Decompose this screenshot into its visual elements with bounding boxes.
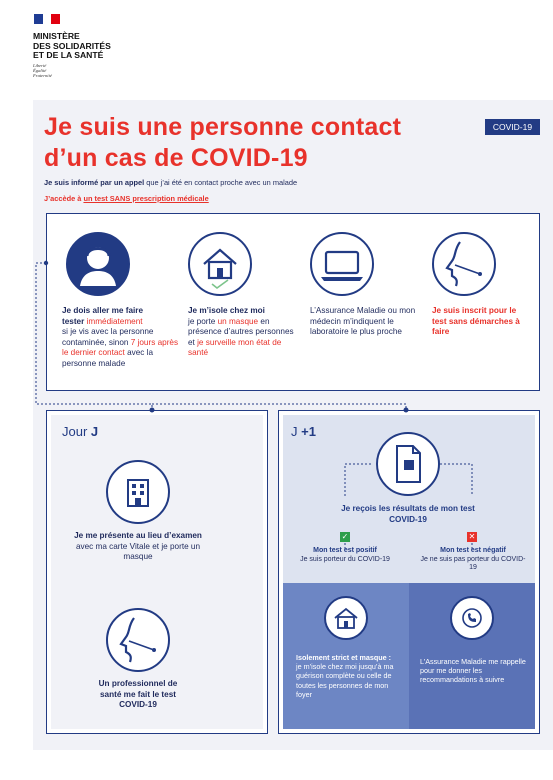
document-icon <box>376 432 440 496</box>
phone-icon <box>450 596 494 640</box>
step-test-text: Je dois aller me faire tester immédiatement si je vis avec la personne contaminée, sinon 7 jours après le dernier contact avec la personne malade <box>62 306 179 368</box>
swab-face-icon <box>106 608 170 672</box>
negative-result: Mon test est négatif Je ne suis pas porteur du COVID-19 <box>420 547 526 572</box>
step-registered-text: Je suis inscrit pour le test sans démarches à faire <box>432 306 520 337</box>
step-isolate-text: Je m’isole chez moi je porte un masque en présence d’autres personnes et je surveille mon état de santé <box>188 306 294 358</box>
day-j1-label: J +1 <box>291 424 316 439</box>
exam-text: Je me présente au lieu d’examen avec ma carte Vitale et je porte un masque <box>74 531 202 562</box>
test-professional-text: Un professionnel de santé me fait le test COVID-19 <box>98 679 178 710</box>
day-j-label: Jour J <box>62 424 99 439</box>
motto: Liberté Égalité Fraternité <box>33 63 52 79</box>
test-link[interactable]: un test SANS prescription médicale <box>83 194 209 203</box>
step-laboratory-text: L’Assurance Maladie ou mon médecin m’indiquent le laboratoire le plus proche <box>310 306 416 337</box>
check-icon: ✓ <box>341 532 349 541</box>
results-text: Je reçois les résultats de mon test COVID-19 <box>341 504 475 524</box>
intro-line: Je suis informé par un appel que j’ai été en contact proche avec un malade <box>44 178 298 187</box>
intro-test-line: J’accède à un test SANS prescription médicale <box>44 194 209 203</box>
ministry-name: MINISTÈRE DES SOLIDARITÉS ET DE LA SANTÉ <box>33 31 111 61</box>
positive-result: Mon test est positif Je suis porteur du COVID-19 <box>300 547 390 563</box>
house-icon <box>324 596 368 640</box>
isolation-text: Isolement strict et masque : je m’isole chez moi jusqu’à ma guérison complète ou celle de toutes les personnes de mon foyer <box>296 653 394 699</box>
covid-tag: COVID-19 <box>485 119 540 135</box>
callback-text: L’Assurance Maladie me rappelle pour me donner les recommandations à suivre <box>420 657 526 685</box>
building-icon <box>106 460 170 524</box>
page-title: Je suis une personne contact d’un cas de COVID-19 <box>44 113 402 172</box>
cross-icon: ✕ <box>468 532 476 541</box>
